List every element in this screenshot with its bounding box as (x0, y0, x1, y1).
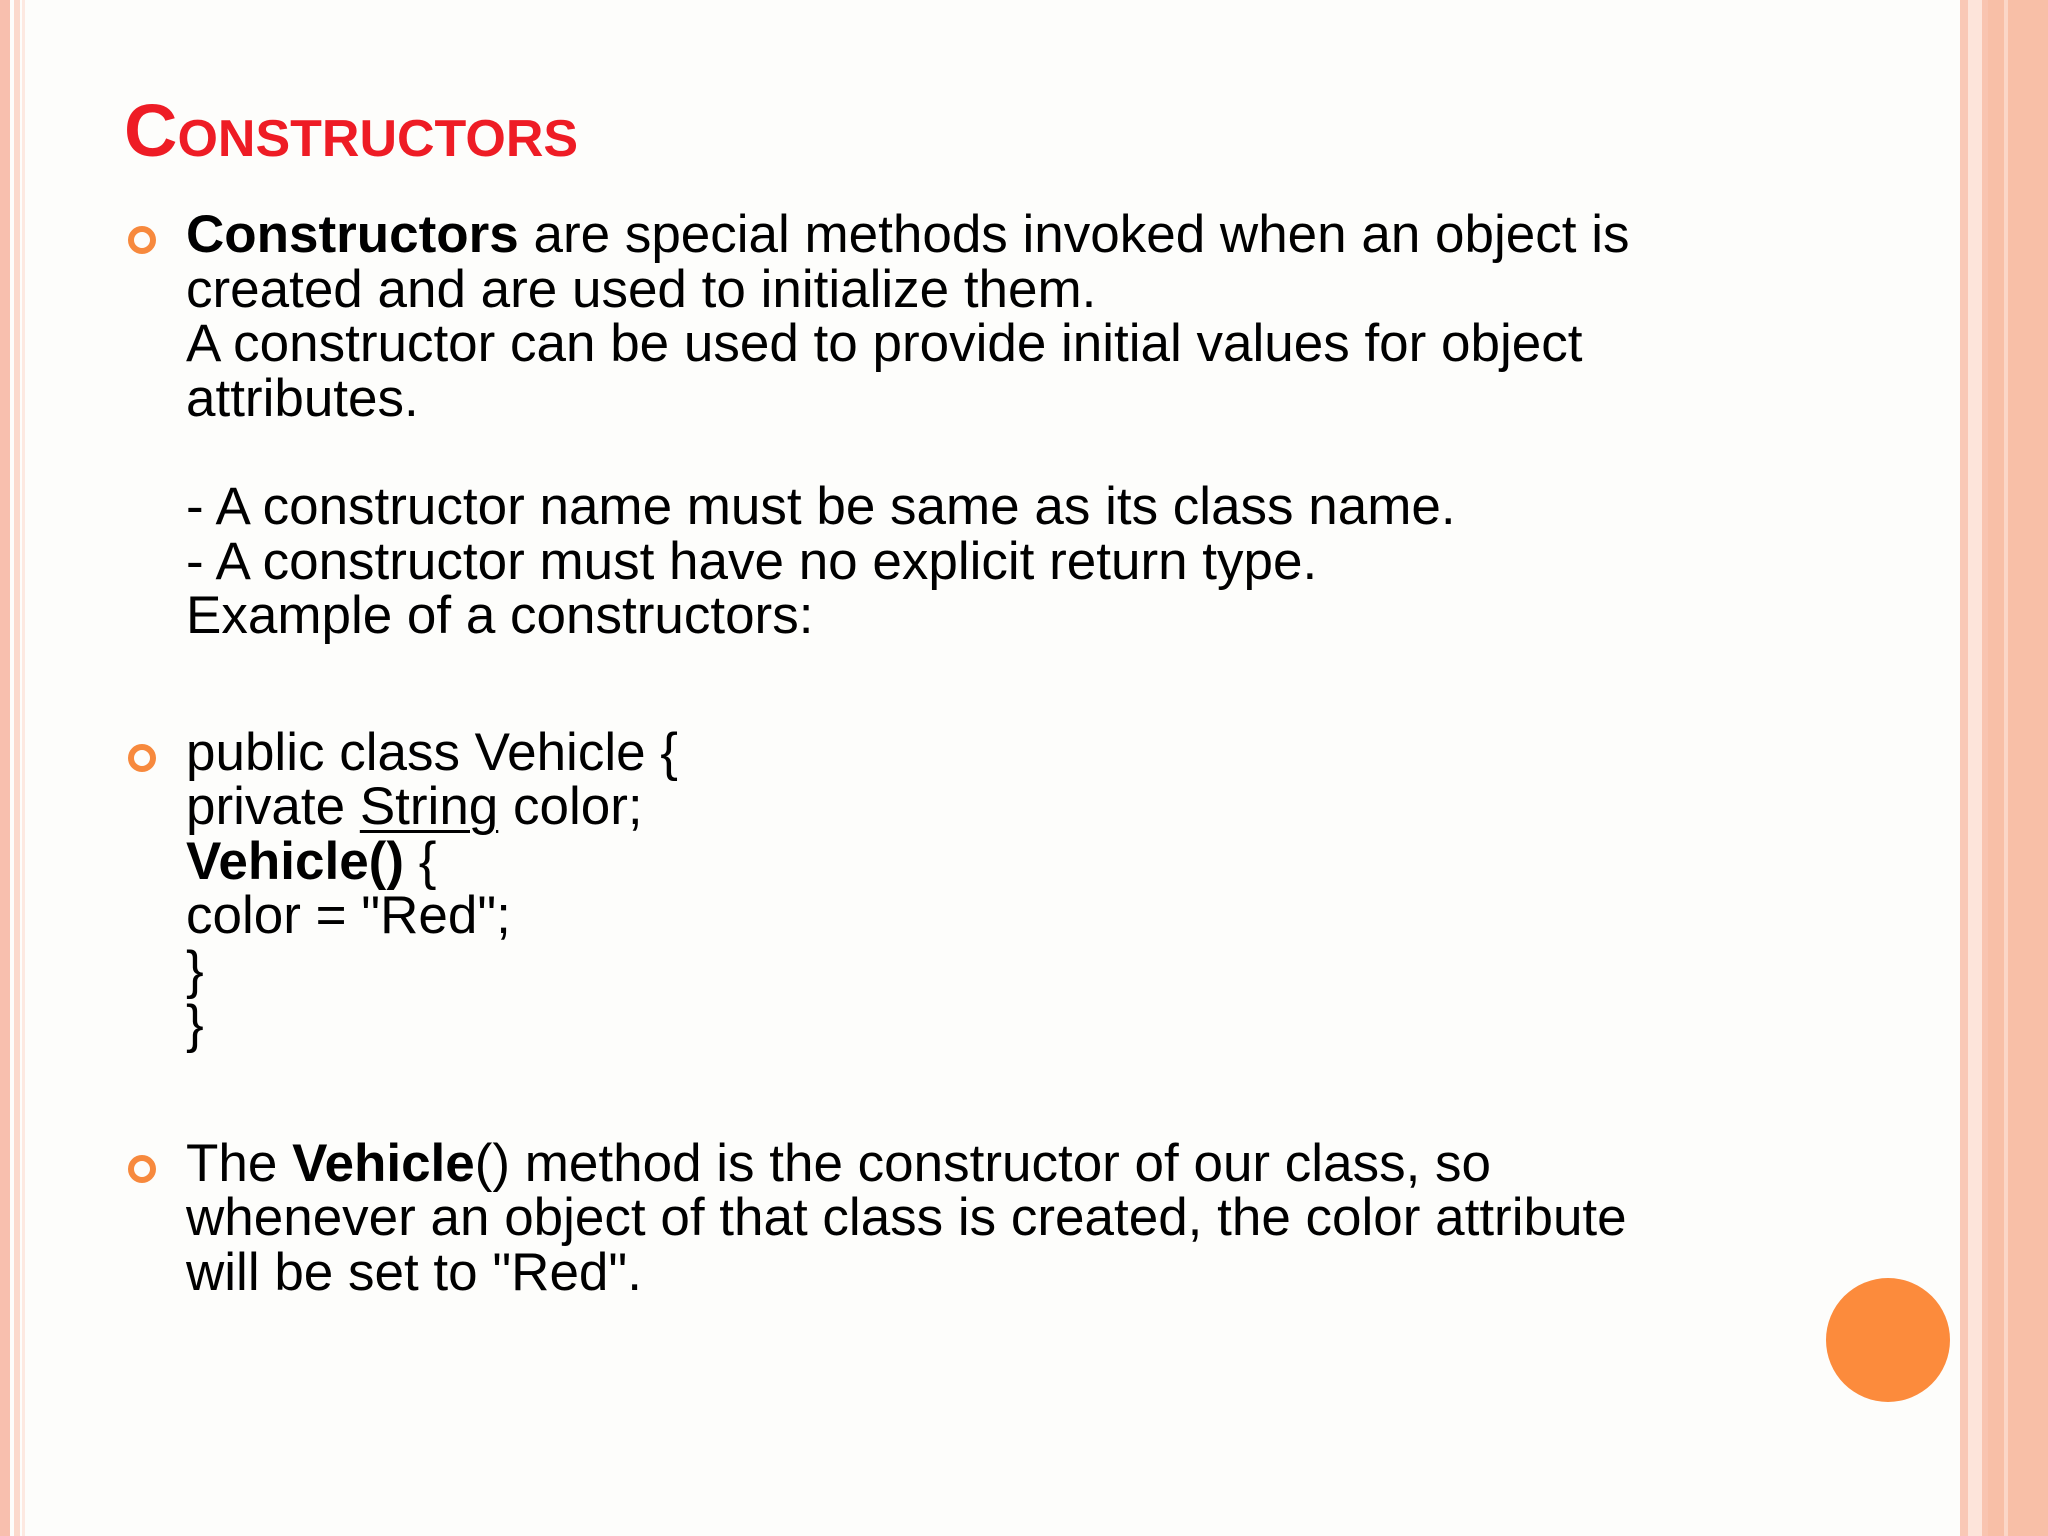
right-border-stripe (1968, 0, 1982, 1536)
slide-content (128, 205, 1748, 1302)
bullet-definition (128, 205, 1748, 645)
right-border-stripe (2004, 0, 2008, 1536)
left-border-stripe (0, 0, 10, 1536)
code-text: color; (498, 777, 643, 836)
bullet-text: The (186, 1133, 293, 1193)
left-border-stripe (22, 0, 25, 1536)
bullet-line: will be set to "Red". (186, 1242, 642, 1302)
right-border-stripe (1988, 0, 2048, 1536)
bullet-line (186, 205, 1748, 264)
bullet-line (186, 1133, 1748, 1193)
rule-line: Example of a constructors: (186, 586, 814, 645)
right-border-stripe (1960, 0, 1968, 1536)
term-vehicle: Vehicle (292, 1133, 475, 1193)
code-text: private (186, 777, 360, 836)
term-constructors: Constructors (186, 205, 519, 264)
code-line (186, 831, 1748, 891)
code-line: } (186, 995, 204, 1054)
bullet-line: created and are used to initialize them. (186, 259, 1097, 319)
rule-line: - A constructor name must be same as its class name. (186, 477, 1456, 536)
bullet-code-example (128, 722, 1748, 1054)
bullet-text: are special methods invoked when an object is (518, 205, 1630, 264)
code-line: public class Vehicle { (186, 722, 679, 782)
slide-title: Constructors (124, 89, 579, 172)
code-line (186, 777, 1748, 836)
spacer (128, 1053, 1748, 1137)
rule-line: - A constructor must have no explicit return type. (186, 531, 1318, 591)
ring-bullet-icon (128, 744, 156, 772)
bullet-explanation (128, 1133, 1748, 1302)
ring-bullet-icon (128, 1155, 156, 1183)
bullet-text: () method is the constructor of our class, so (474, 1133, 1491, 1193)
bullet-line: attributes. (186, 368, 419, 428)
left-border-stripe (14, 0, 20, 1536)
code-type-link: String (359, 777, 499, 836)
bullet-line: whenever an object of that class is created, the color attribute (186, 1188, 1627, 1247)
code-line: } (186, 940, 204, 1000)
ring-bullet-icon (128, 226, 156, 254)
bullet-line: A constructor can be used to provide initial values for object (186, 314, 1583, 373)
code-text: { (403, 831, 437, 891)
code-constructor-name: Vehicle() (186, 831, 404, 891)
code-line: color = "Red"; (186, 886, 511, 945)
orange-circle-icon (1826, 1278, 1950, 1402)
blank-line (186, 426, 1748, 480)
spacer (128, 644, 1748, 726)
